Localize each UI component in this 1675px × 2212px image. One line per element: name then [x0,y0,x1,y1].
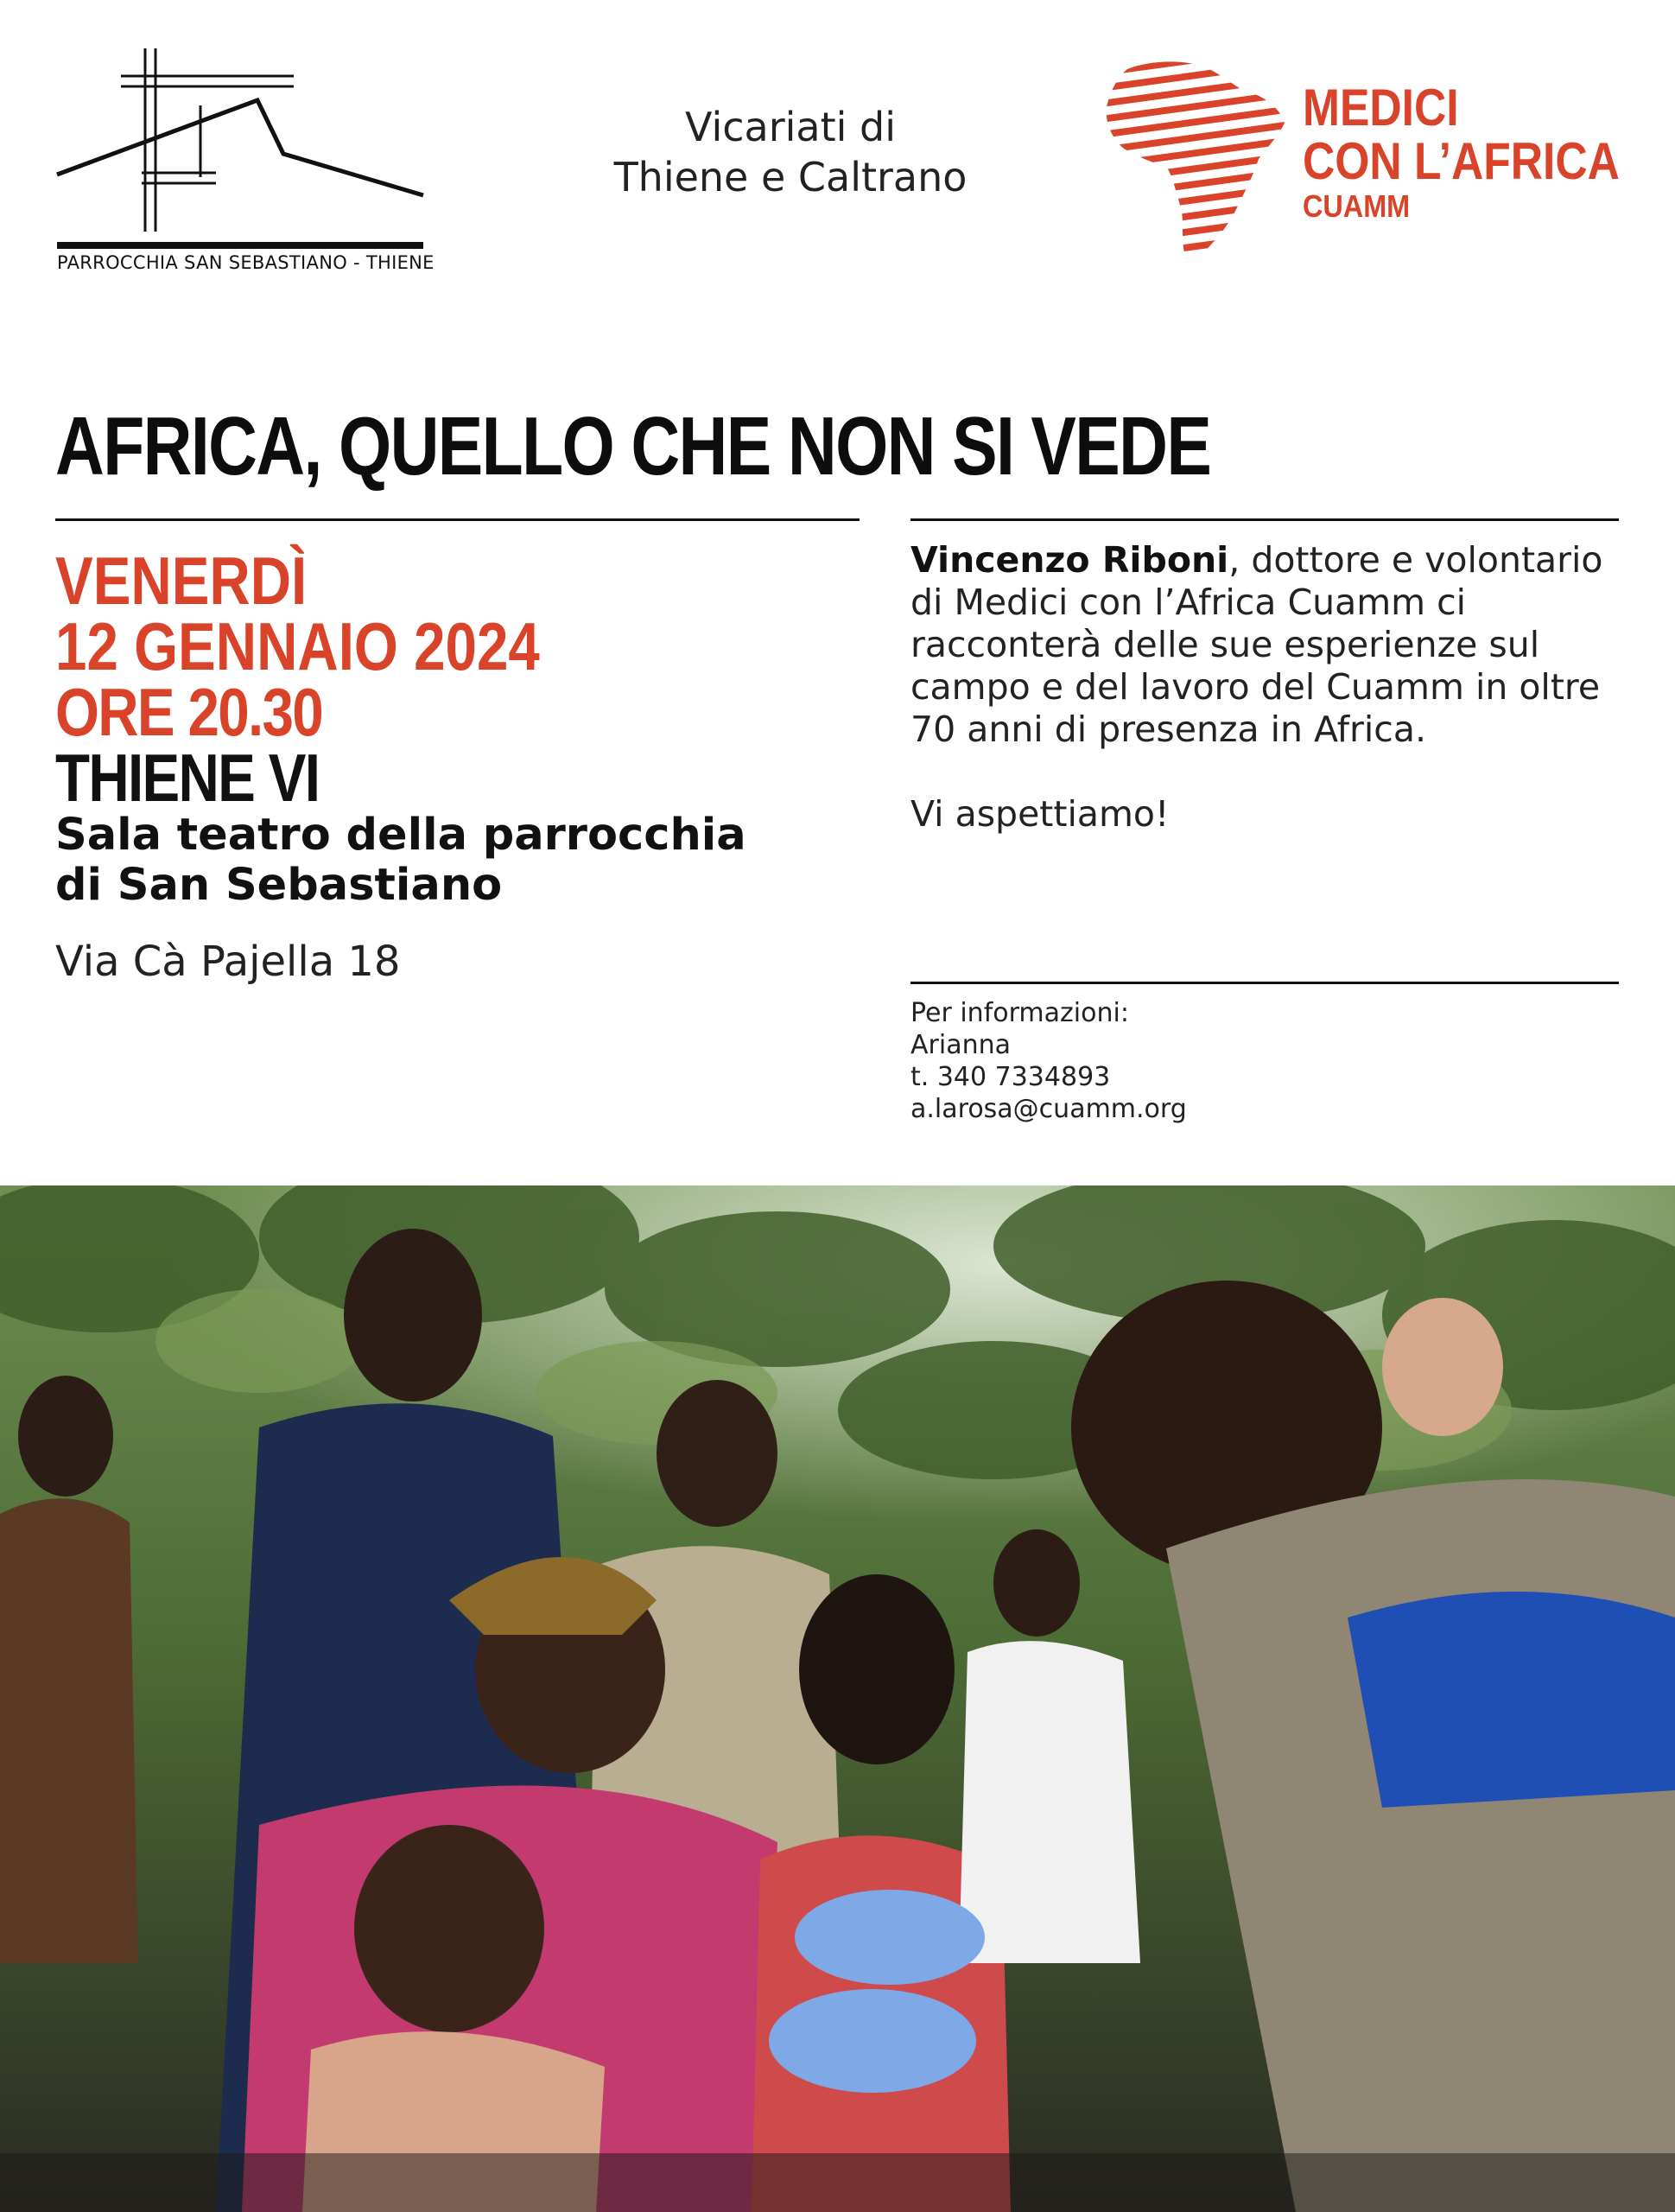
vicariati-line1: Vicariati di [684,104,896,150]
event-title: AFRICA, QUELLO CHE NON SI VEDE [55,400,1211,493]
cuamm-line3: CUAMM [1303,188,1411,224]
event-photo [0,1185,1675,2212]
info-email: a.larosa@cuamm.org [910,1094,1187,1124]
parish-logo [52,43,432,285]
vicariati-heading [587,102,993,202]
event-venue [55,810,850,911]
event-address: Via Cà Pajella 18 [55,938,401,986]
event-time: ORE 20.30 [55,674,323,750]
speaker-name: Vincenzo Riboni [910,539,1229,581]
venue-line2: di San Sebastiano [55,860,503,911]
venue-line1: Sala teatro della parrocchia [55,810,746,861]
africa-map-logo [1101,54,1291,265]
divider-info [910,982,1619,984]
info-phone: t. 340 7334893 [910,1062,1111,1092]
event-date: 12 GENNAIO 2024 [55,608,540,684]
divider-right [910,518,1619,521]
event-day: VENERDÌ [55,543,308,619]
event-city: THIENE VI [55,740,320,816]
event-description [910,539,1619,751]
info-name: Arianna [910,1030,1011,1060]
cuamm-line1: MEDICI [1303,79,1459,137]
divider-left [55,518,860,521]
vicariati-line2: Thiene e Caltrano [613,154,968,200]
description-text: , dottore e volontario di Medici con l’Africa Cuamm ci racconterà delle sue esperienze sul campo e del lavoro del Cuamm in oltre 70 anni di presenza in Africa. [910,539,1603,750]
contact-info [910,997,1187,1125]
parish-name: PARROCCHIA SAN SEBASTIANO - THIENE [57,252,435,273]
cuamm-line2: CON L’AFRICA [1303,132,1620,190]
cuamm-logo-text [1303,81,1672,225]
greeting: Vi aspettiamo! [910,793,1170,835]
info-label: Per informazioni: [910,998,1129,1028]
